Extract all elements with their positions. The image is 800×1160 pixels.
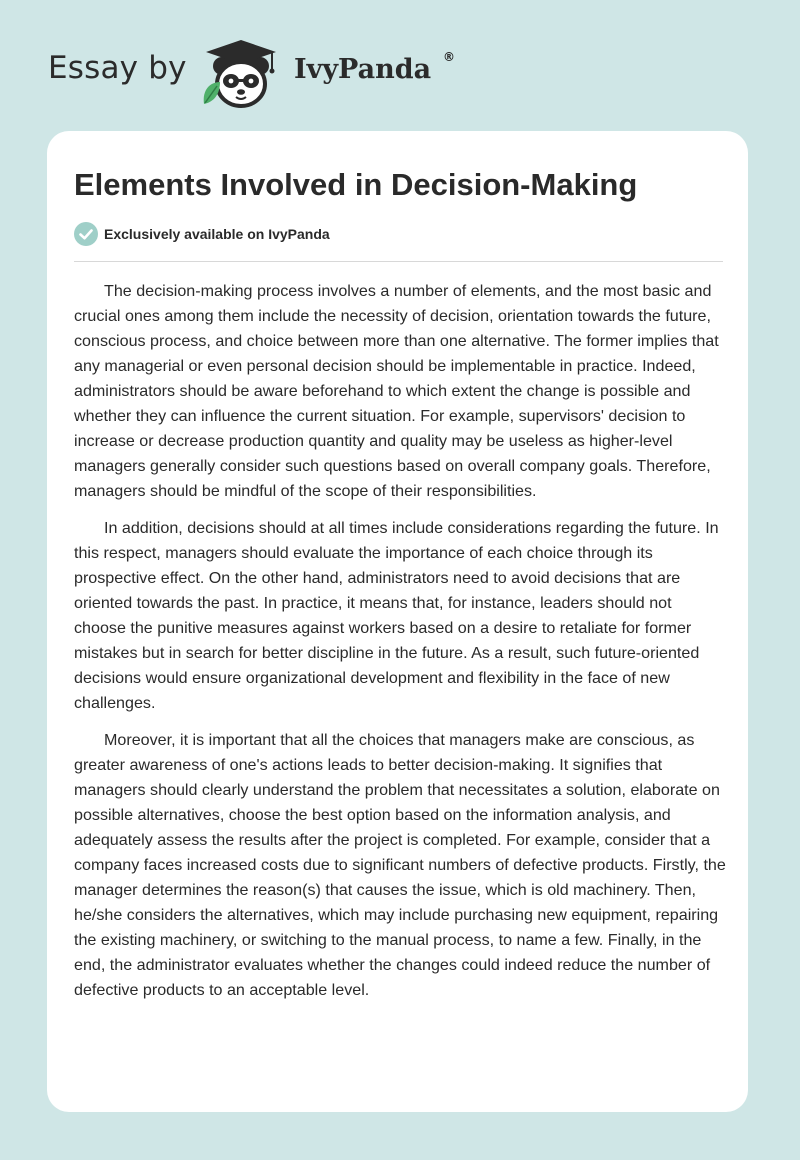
registered-mark: ®: [443, 50, 455, 64]
essay-body: [74, 279, 726, 1015]
essay-card: [47, 131, 748, 1112]
divider: [74, 261, 723, 262]
paragraph: The decision-making process involves a number of elements, and the most basic and crucial ones among them include the necessity of decision, orientation towards the future, conscious process, and choice between more than one alternative. The former implies that any managerial or even personal decision should be implementable in practice. Indeed, administrators should be aware beforehand to which extent the change is possible and whether they can influence the current situation. For example, supervisors' decision to increase or decrease production quantity and quality may be useless as higher-level managers generally consider such questions based on overall company goals. Therefore, managers should be mindful of the scope of their responsibilities.: [74, 282, 719, 500]
check-circle-icon: [74, 222, 98, 246]
brand-prefix: Essay by: [48, 50, 187, 86]
exclusive-badge: [74, 221, 330, 247]
panda-graduate-icon: [200, 34, 282, 110]
brand-name: IvyPanda: [294, 54, 432, 85]
paragraph: In addition, decisions should at all times include considerations regarding the future. In this respect, managers should evaluate the importance of each choice through its prospective effect. On the other hand, administrators need to avoid decisions that are oriented towards the past. In practice, it means that, for instance, leaders should not choose the punitive measures against workers based on a desire to retaliate for former mistakes but in search for better discipline in the future. As a result, such future-oriented decisions would ensure organizational development and flexibility in the face of new challenges.: [74, 519, 719, 712]
brand-header[interactable]: [48, 30, 508, 110]
paragraph: Moreover, it is important that all the choices that managers make are conscious, as greater awareness of one's actions leads to better decision-making. It signifies that managers should clearly understand the problem that necessitates a solution, elaborate on possible alternatives, choose the best option based on the information analysis, and adequately assess the results after the project is completed. For example, consider that a company faces increased costs due to significant numbers of defective products. Firstly, the manager determines the reason(s) that causes the issue, which is old machinery. Then, he/she considers the alternatives, which may include purchasing new equipment, repairing the existing machinery, or switching to the manual process, to name a few. Finally, in the end, the administrator evaluates whether the changes could indeed reduce the number of defective products to an acceptable level.: [74, 731, 726, 999]
exclusive-badge-text: Exclusively available on IvyPanda: [104, 226, 330, 242]
page-title: Elements Involved in Decision-Making: [74, 167, 638, 202]
